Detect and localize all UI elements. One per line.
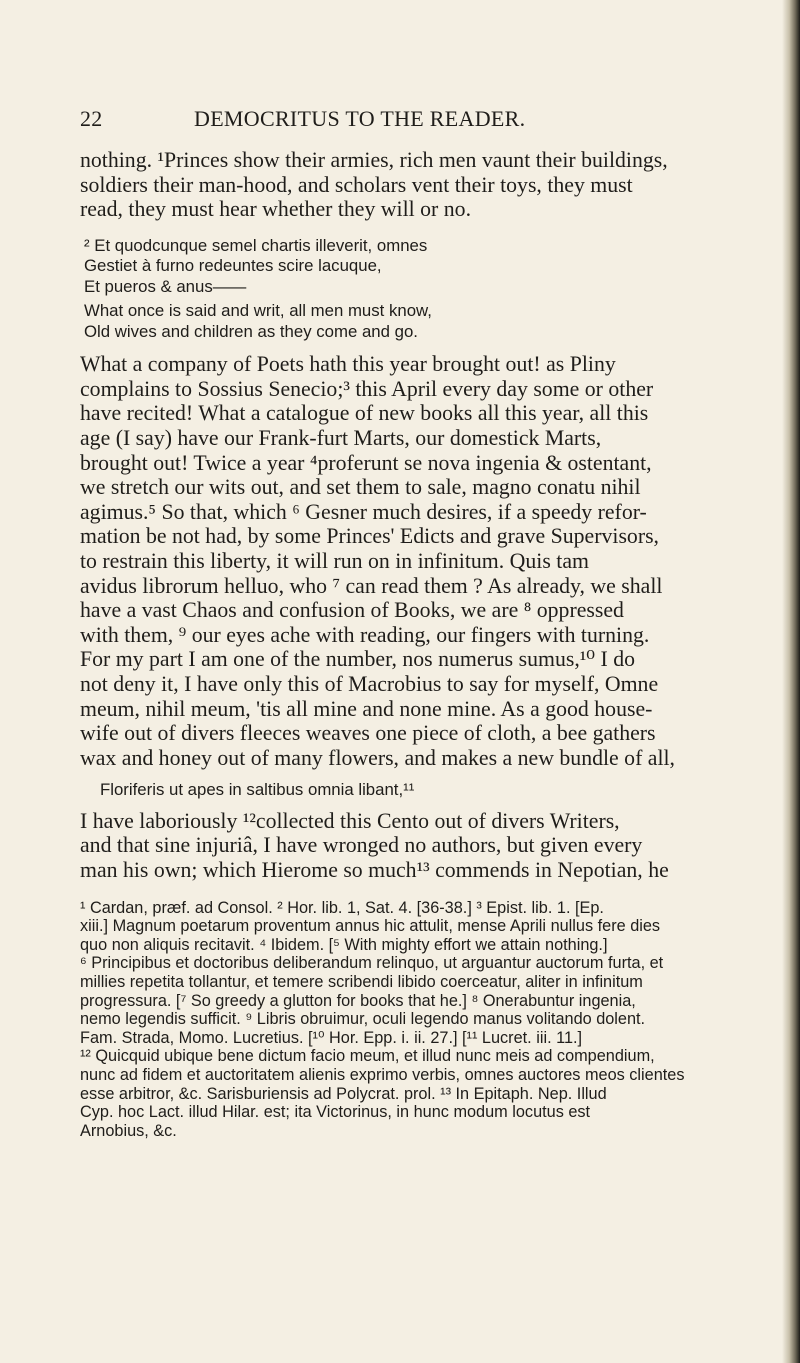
text-line: wife out of divers fleeces weaves one piece of cloth, a bee gathers xyxy=(80,721,656,746)
footnote-line: ¹ Cardan, præf. ad Consol. ² Hor. lib. 1, Sat. 4. [36-38.] ³ Epist. lib. 1. [Ep. xyxy=(80,898,604,917)
paragraph-3 xyxy=(80,809,796,883)
footnote-line: Fam. Strada, Momo. Lucretius. [¹⁰ Hor. Epp. i. ii. 27.] [¹¹ Lucret. iii. 11.] xyxy=(80,1028,583,1047)
verse-line: ² Et quodcunque semel chartis illeverit, omnes xyxy=(84,235,428,255)
running-title: DEMOCRITUS TO THE READER. xyxy=(194,106,526,131)
page-header xyxy=(80,106,780,136)
text-line: nothing. ¹Princes show their armies, rich men vaunt their buildings, xyxy=(80,148,668,172)
text-line: wax and honey out of many flowers, and makes a new bundle of all, xyxy=(80,745,676,770)
text-line: mation be not had, by some Princes' Edicts and grave Supervisors, xyxy=(80,524,660,549)
text-line: avidus librorum helluo, who ⁷ can read them ? As already, we shall xyxy=(80,573,663,598)
verse-line: What once is said and writ, all men must know, xyxy=(84,301,432,321)
text-line: soldiers their man-hood, and scholars vent their toys, they must xyxy=(80,172,633,197)
text-line: I have laboriously ¹²collected this Cento out of divers Writers, xyxy=(80,808,620,833)
paragraph-2 xyxy=(80,352,796,770)
footnote-line: Arnobius, &c. xyxy=(80,1121,177,1140)
text-line: For my part I am one of the number, nos numerus sumus,¹⁰ I do xyxy=(80,647,636,672)
text-line: meum, nihil meum, 'tis all mine and none mine. As a good house- xyxy=(80,696,653,721)
paragraph-1 xyxy=(80,148,796,222)
footnote-line: ¹² Quicquid ubique bene dictum facio meum, et illud nunc meis ad compendium, xyxy=(80,1047,655,1066)
footnote-line: quo non aliquis recitavit. ⁴ Ibidem. [⁵ With mighty effort we attain nothing.] xyxy=(80,935,608,954)
footnotes xyxy=(80,899,796,1141)
quotation-horace xyxy=(84,236,796,343)
text-line: complains to Sossius Senecio;³ this April every day some or other xyxy=(80,376,654,401)
text-line: to restrain this liberty, it will run on in infinitum. Quis tam xyxy=(80,549,589,574)
footnote-line: Cyp. hoc Lact. illud Hilar. est; ita Victorinus, in hunc modum locutus est xyxy=(80,1103,591,1122)
footnote-line: nunc ad fidem et auctoritatem alienis exprimo verbis, omnes auctores meos clientes xyxy=(80,1066,685,1084)
verse-line: Floriferis ut apes in saltibus omnia libant,¹¹ xyxy=(100,780,415,800)
quotation-lucretius xyxy=(100,780,796,801)
text-line: and that sine injuriâ, I have wronged no authors, but given every xyxy=(80,833,643,858)
footnote-line: xiii.] Magnum poetarum proventum annus hic attulit, mense Aprili nullus fere dies xyxy=(80,917,661,936)
text-line: man his own; which Hierome so much¹³ commends in Nepotian, he xyxy=(80,858,669,883)
text-line: have recited! What a catalogue of new books all this year, all this xyxy=(80,401,649,426)
text-line: read, they must hear whether they will or no. xyxy=(80,197,472,222)
footnote-line: progressura. [⁷ So greedy a glutton for books that he.] ⁸ Onerabuntur ingenia, xyxy=(80,991,636,1010)
text-line: not deny it, I have only this of Macrobius to say for myself, Omne xyxy=(80,672,659,696)
text-line: have a vast Chaos and confusion of Books, we are ⁸ oppressed xyxy=(80,598,624,623)
page-number: 22 xyxy=(80,106,103,131)
footnote-line: nemo legendis sufficit. ⁹ Libris obruimur, oculi legendo manus volitando dolent. xyxy=(80,1010,646,1029)
verse-line: Old wives and children as they come and go. xyxy=(84,321,418,341)
footnote-line: millies repetita tollantur, et temere scribendi libido coerceatur, aliter in infinitum xyxy=(80,973,643,992)
text-line: brought out! Twice a year ⁴proferunt se nova ingenia & ostentant, xyxy=(80,450,652,475)
text-line: agimus.⁵ So that, which ⁶ Gesner much desires, if a speedy refor- xyxy=(80,499,647,524)
verse-line: Gestiet à furno redeuntes scire lacuque, xyxy=(84,256,382,276)
footnote-line: ⁶ Principibus et doctoribus deliberandum relinquo, ut arguantur auctorum furta, et xyxy=(80,954,664,973)
text-line: age (I say) have our Frank-furt Marts, our domestick Marts, xyxy=(80,426,602,451)
text-line: we stretch our wits out, and set them to sale, magno conatu nihil xyxy=(80,475,641,500)
verse-line: Et pueros & anus—— xyxy=(84,276,247,296)
text-line: What a company of Poets hath this year brought out! as Pliny xyxy=(80,352,616,377)
text-line: with them, ⁹ our eyes ache with reading, our fingers with turning. xyxy=(80,622,650,647)
footnote-line: esse arbitror, &c. Sarisburiensis ad Polycrat. prol. ¹³ In Epitaph. Nep. Illud xyxy=(80,1084,607,1103)
page-body xyxy=(80,148,796,1140)
